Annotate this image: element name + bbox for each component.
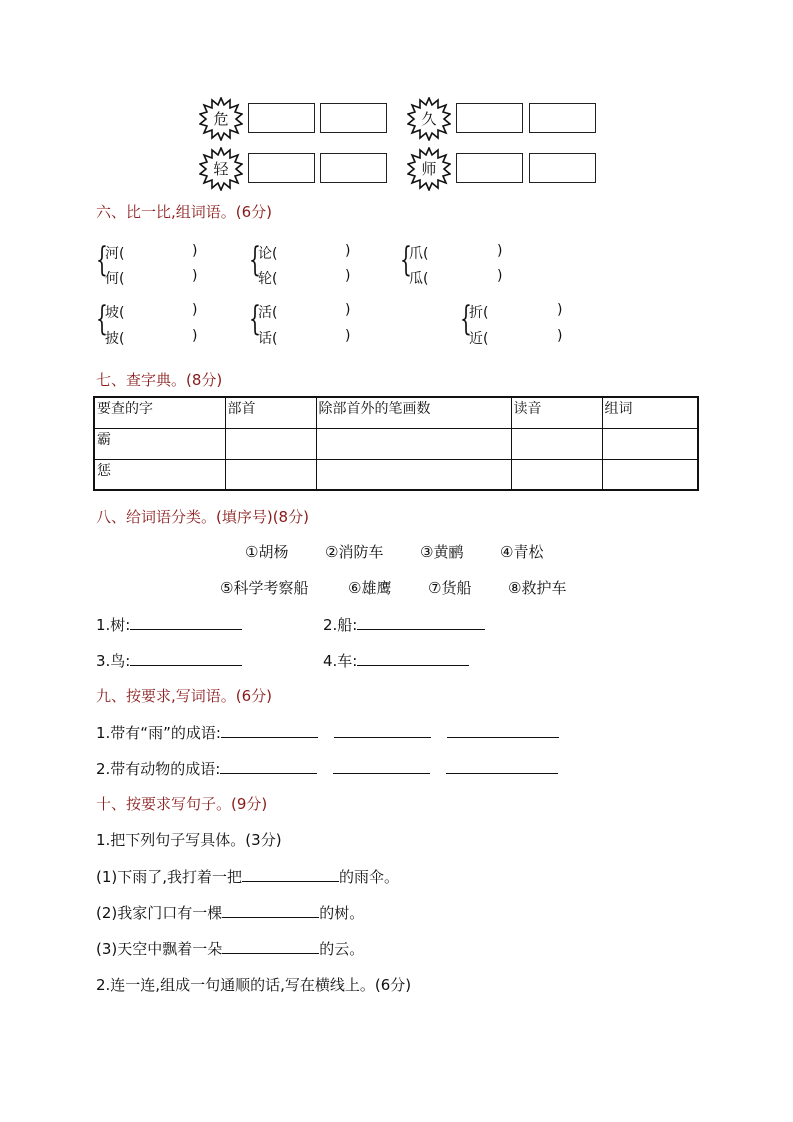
brace: { — [400, 240, 412, 280]
idiom-rain-question — [96, 722, 559, 743]
category-tree — [96, 614, 242, 635]
answer-line[interactable] — [222, 952, 319, 954]
pair-item: 瓜( — [409, 271, 429, 287]
grid-char: 危 — [213, 110, 229, 128]
answer-box[interactable] — [529, 153, 596, 183]
sentence-text: 的云。 — [319, 940, 365, 958]
section-8-title: 八、给词语分类。(填序号)(8分) — [96, 508, 309, 526]
answer-cell[interactable] — [602, 428, 698, 459]
word-option: ⑥雄鹰 — [348, 579, 392, 597]
answer-cell[interactable] — [225, 428, 316, 459]
sentence-text: 的树。 — [319, 904, 365, 922]
word-option: ⑤科学考察船 — [220, 579, 309, 597]
brace: { — [460, 299, 472, 339]
pair-item: 近( — [469, 331, 489, 347]
answer-box[interactable] — [320, 153, 387, 183]
pair-close: ) — [557, 302, 563, 318]
answer-box[interactable] — [248, 153, 315, 183]
category-label: 4.车: — [323, 652, 358, 670]
table-row — [94, 459, 698, 490]
sentence-text: 的雨伞。 — [339, 868, 400, 886]
answer-line[interactable] — [222, 916, 319, 918]
word-option: ⑧救护车 — [508, 579, 567, 597]
table-cell: 惩 — [94, 459, 225, 490]
pair-item: 折( — [469, 305, 489, 321]
pair-item: 坡( — [105, 305, 125, 321]
sentence-text: (1)下雨了,我打着一把 — [96, 868, 243, 886]
pair-close: ) — [497, 243, 503, 259]
table-row — [94, 428, 698, 459]
sentence-text: (2)我家门口有一棵 — [96, 904, 223, 922]
pair-close: ) — [345, 243, 351, 259]
pair-close: ) — [345, 328, 351, 344]
answer-line[interactable] — [446, 772, 558, 774]
pair-item: 话( — [258, 331, 278, 347]
question-label: 2.带有动物的成语: — [96, 760, 221, 778]
sentence-text: (3)天空中飘着一朵 — [96, 940, 223, 958]
table-header-row — [94, 397, 698, 428]
answer-line[interactable] — [220, 772, 317, 774]
answer-box[interactable] — [529, 103, 596, 133]
category-label: 3.鸟: — [96, 652, 131, 670]
pair-close: ) — [192, 302, 198, 318]
answer-line[interactable] — [333, 772, 430, 774]
table-cell: 霸 — [94, 428, 225, 459]
pair-close: ) — [345, 302, 351, 318]
table-header: 读音 — [511, 397, 602, 428]
sentence-3 — [96, 938, 364, 959]
table-header: 组词 — [602, 397, 698, 428]
pair-item: 披( — [105, 331, 125, 347]
pair-item: 轮( — [258, 271, 278, 287]
category-bird — [96, 650, 242, 671]
category-label: 2.船: — [323, 616, 358, 634]
table-header: 部首 — [225, 397, 316, 428]
section-10-title: 十、按要求写句子。(9分) — [96, 795, 268, 813]
section-6-title: 六、比一比,组词语。(6分) — [96, 203, 273, 221]
pair-close: ) — [557, 328, 563, 344]
brace: { — [96, 299, 108, 339]
pair-item: 爪( — [409, 246, 429, 262]
grid-char: 久 — [421, 110, 437, 128]
sentence-2 — [96, 902, 364, 923]
answer-line[interactable] — [334, 736, 431, 738]
question-1: 1.把下列句子写具体。(3分) — [96, 831, 282, 849]
pair-close: ) — [497, 268, 503, 284]
table-header: 除部首外的笔画数 — [316, 397, 511, 428]
grid-char: 轻 — [213, 160, 229, 178]
grid-char: 师 — [421, 160, 437, 178]
answer-line[interactable] — [221, 736, 318, 738]
pair-item: 何( — [105, 271, 125, 287]
word-option: ②消防车 — [325, 543, 384, 561]
brace: { — [96, 240, 108, 280]
pair-close: ) — [345, 268, 351, 284]
answer-line[interactable] — [357, 628, 485, 630]
word-option: ①胡杨 — [245, 543, 289, 561]
category-label: 1.树: — [96, 616, 131, 634]
answer-box[interactable] — [456, 153, 523, 183]
table-header: 要查的字 — [94, 397, 225, 428]
answer-box[interactable] — [320, 103, 387, 133]
answer-cell[interactable] — [602, 459, 698, 490]
idiom-animal-question — [96, 758, 558, 779]
answer-line[interactable] — [130, 664, 242, 666]
category-vehicle — [323, 650, 469, 671]
question-label: 1.带有“雨”的成语: — [96, 724, 221, 742]
answer-cell[interactable] — [316, 428, 511, 459]
pair-close: ) — [192, 243, 198, 259]
answer-cell[interactable] — [316, 459, 511, 490]
sentence-1 — [96, 866, 399, 887]
word-option: ④青松 — [500, 543, 544, 561]
answer-line[interactable] — [447, 736, 559, 738]
section-9-title: 九、按要求,写词语。(6分) — [96, 687, 273, 705]
answer-box[interactable] — [248, 103, 315, 133]
brace: { — [249, 299, 261, 339]
question-2: 2.连一连,组成一句通顺的话,写在横线上。(6分) — [96, 976, 412, 994]
answer-box[interactable] — [456, 103, 523, 133]
category-ship — [323, 614, 485, 635]
brace: { — [249, 240, 261, 280]
pair-item: 河( — [105, 246, 125, 262]
pair-item: 活( — [258, 305, 278, 321]
answer-cell[interactable] — [511, 428, 602, 459]
pair-close: ) — [192, 328, 198, 344]
answer-line[interactable] — [130, 628, 242, 630]
pair-close: ) — [192, 268, 198, 284]
dictionary-table — [93, 396, 699, 491]
section-7-title: 七、查字典。(8分) — [96, 371, 223, 389]
answer-cell[interactable] — [225, 459, 316, 490]
answer-line[interactable] — [242, 880, 339, 882]
answer-line[interactable] — [357, 664, 469, 666]
word-option: ⑦货船 — [428, 579, 472, 597]
pair-item: 论( — [258, 246, 278, 262]
answer-cell[interactable] — [511, 459, 602, 490]
word-option: ③黄鹂 — [420, 543, 464, 561]
